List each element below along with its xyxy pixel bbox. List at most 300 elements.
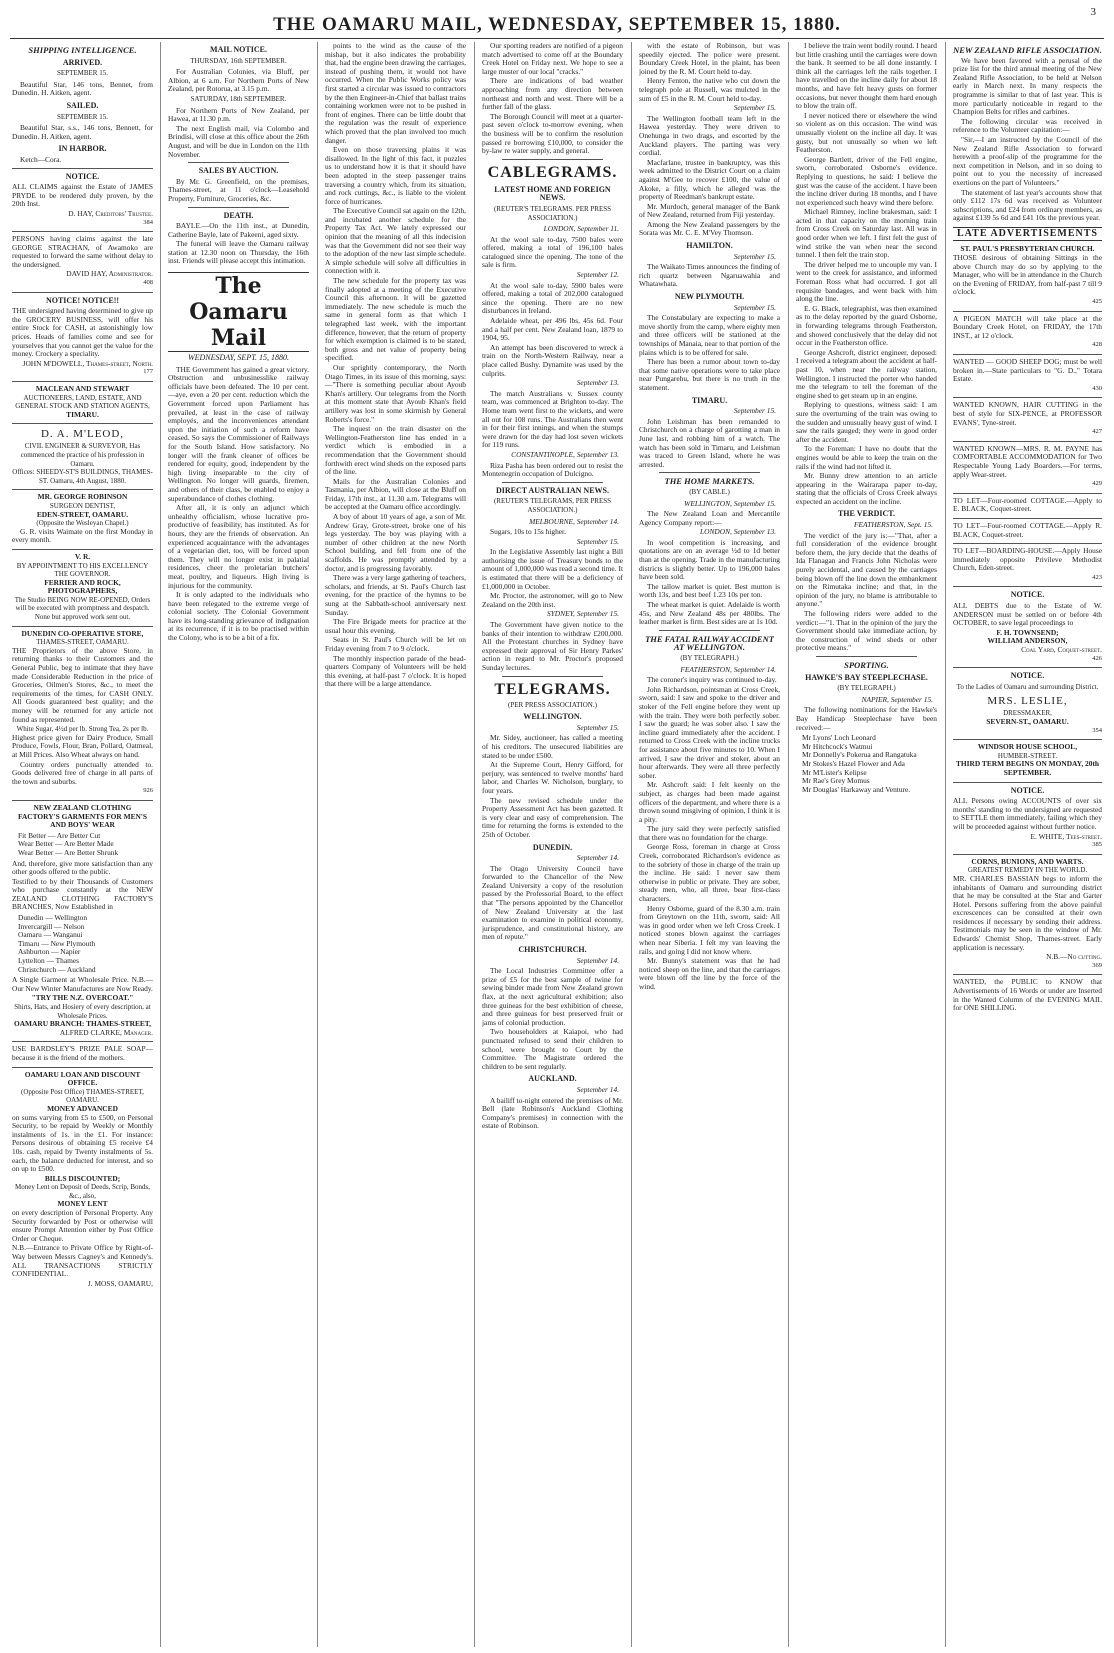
ad-white-accounts [953,787,1102,850]
telegram-paragraph: The Wellington football team left in the Hawea yesterday. They were driven to Onehunga in two drags, and escorted by the Auckland players. The parting was very cordial. [639,113,780,158]
ad-text: WANTED KNOWN, HAIR CUTTING in the best of style for SIX-PENCE, at PROFESSOR EVANS', Tyne-street. [953,400,1102,427]
home-markets-heading: THE HOME MARKETS. [664,476,755,487]
news-paragraph: Mr. Proctor, the astronomer, will go to New Zealand on the 20th inst. [482,591,623,609]
ad-loan-office [12,1071,153,1289]
nominations-list [802,734,937,794]
ad-text: CIVIL ENGINEER & SURVEYOR, Has commenced the practice of his profession in Oamaru. [20,442,145,468]
ad-heading: NOTICE. [1010,590,1045,600]
dateline: MELBOURNE, September 14. [529,516,619,526]
column-5 [639,42,780,1647]
steeplechase-paragraph: The following nominations for the Hawke's Bay Handicap Steeplechase have been received:— [796,705,937,732]
column-divider [788,42,789,1647]
divider [12,626,153,627]
dateline: September 15. [576,722,619,732]
divider [953,854,1102,855]
column-divider [474,42,475,1647]
article-paragraph: The inquest on the train disaster on the Wellington-Featherston line has ended in a verdict which is embodied in a recommendation that the Government should forthwith erect wind sheds on the exposed parts of the line. [325,424,466,477]
divider [953,739,1102,740]
market-paragraph: The tallow market is quiet. Best mutton is worth 13s, and best beef 1.23 10s per ton. [639,581,780,600]
sales-heading: SALES BY AUCTION. [198,166,279,176]
article-paragraph: "Sir,—I am instructed by the Council of the New Zealand Rifle Association to forward herewith a proof-slip of the programme for the next competition in Nelson, and in so doing to point out to you the necessity of increased exertions on the part of Volunteers." [953,134,1102,187]
article-paragraph: There are indications of bad weather approaching from any direction between northeast and north and west. There will be a further fall of the glass. [482,76,623,112]
ad-name: FERRIER AND ROCK, PHOTOGRAPHERS, [44,577,121,596]
ad-signature: J. MOSS, OAMARU, [87,1278,153,1288]
divider [12,1067,153,1068]
list-item: Wear Better — Are Better Made [18,839,114,849]
ad-address: THAMES-STREET, OAMARU. [36,638,129,647]
news-paragraph: In the Legislative Assembly last night a Bill authorising the issue of Treasury bonds to the amount of 1,000,000 was read a second time. It is estimated that there will be a deficiency of £1,000,000 in October. [482,547,623,591]
ad-place: TIMARU. [66,409,99,419]
cable-paragraph: The match Australians v. Sussex county team, was commenced at Brighton to-day. The Home team went first to the wickets, and were all out for 108 runs. The Australians then went in for their first innings, and when the stumps were drawn for the day had lost seven wickets for 119 runs. [482,388,623,450]
accident-paragraph: Mr. Ashcroft said: I felt keenly on the subject, as charges had been made against officers of the department, and where there is a thrown sound misgiving of opinion, I think it is a pity. [639,780,780,824]
ad-text: TO LET—BOARDING-HOUSE.—Apply House immediately opposite Privileve Methodist Church, Eden-street. [953,546,1102,573]
divider [953,397,1102,398]
divider [659,472,760,473]
ad-money-text: on every description of Personal Property. Any Security forwarded by Post or otherwise will ensure Prompt Attention either by Post Office Order or Cheque. [12,1208,153,1243]
list-item: Mr Rae's Grey Momus [802,776,870,786]
ad-title: SURGEON DENTIST, [49,501,116,510]
divider [953,311,1102,312]
article-paragraph: The following circular was received in reference to the Volunteer capitation:— [953,116,1102,135]
ad-text: ALL CLAIMS against the Estate of JAMES PRYDE to be rendered duly proven, by the 20th Inst. [12,182,153,209]
place-heading: NEW PLYMOUTH. [674,292,745,302]
divider [12,800,153,801]
column-divider [317,42,318,1647]
ad-code: 430 [1092,384,1102,392]
accident-paragraph: E. G. Black, telegraphist, was then examined as to the delay reported by the guard Osborne, in forwarding telegrams through Featherston, and showed conclusively that the delay did not occur in the Featherston office. [796,303,937,348]
sporting-heading: SPORTING. [844,659,889,670]
article-paragraph: There was a very large gathering of teachers, scholars, and friends, at St. Paul's Church last evening, for the practice of the hymns to be sung at the Sabbath-school anniversary next Sunday. [325,573,466,617]
news-paragraph: Sugars, 10s to 15s higher. [490,527,566,537]
news-paragraph: The Government have given notice to the banks of their intention to withdraw £200,000. All the Protestant churches in Sydney have expressed their approval of Sir Henry Parkes' action in regard to Mr. Proctor's proposed Sunday lectures. [482,620,623,672]
ad-text: MR. CHARLES BASSIAN begs to inform the inhabitants of Oamaru and surrounding district that he may be consulted at the Star and Garter Hotel. Persons suffering from the above painful excrescences can be consulted at their own residences if necessary by sending their address. Testimonials may be seen in the window of Mr. Edwards' Chemist Shop, Thames-street. Early application is necessary. [953,873,1102,952]
ad-name: MR. GEORGE ROBINSON [37,492,128,502]
divider [12,292,153,293]
arrived-date: SEPTEMBER 15. [57,69,108,78]
editorial-date: WEDNESDAY, SEPT. 15, 1880. [187,353,290,363]
dateline: September 15. [733,302,776,312]
ad-text: A PIGEON MATCH will take place at the Boundary Creek Hotel, on FRIDAY, the 17th INST., at 12 o'clock. [953,313,1102,340]
ad-text: on sums varying from £5 to £500, on Personal Security, to be repaid by Weekly or Monthly instalments of 1s. in the £1. For instance: Persons desirous of obtaining £5 receive £4 10s. cash, repaid by Twenty instalments of 5s. each, the balance deducted for interest, and so on up to £500. [12,1112,153,1174]
death-note: The funeral will leave the Oamaru railway station at 12.30 noon on Thursday, the 16th inst. Friends will please accept this intimation. [168,239,309,266]
dateline: September 12. [576,270,619,280]
ad-text: THIRD TERM BEGINS ON MONDAY, 20th SEPTEMBER. [955,759,1100,777]
accident-paragraph: Henry Osborne, guard of the 8.30 a.m. train from Greytown on the 11th, sworn, said: All was in good order when we left Cross Creek. I noticed stones blown against the carriages when near Siberia. I felt my van leaving the rails, and going I did not know where. [639,903,780,956]
telegram-paragraph: At the Supreme Court, Henry Gifford, for perjury, was sentenced to twelve months' hard labor, and Charles W. Nicholson, burglary, to four years. [482,760,623,795]
ad-signature: D. HAY, Creditors' Trustee. [68,208,153,218]
ad-sub: GREATEST REMEDY IN THE WORLD. [967,866,1088,875]
article-paragraph: Even on those traversing plains it was disallowed. In the light of this fact, it puzzles us to understand how it is that it should have been adopted in the steep passenger trains traversing a country which, from its situation, and rock cuttings, &c., is liable to the violent force of hurricanes. [325,145,466,206]
column-6 [796,42,937,1647]
dateline: September 14. [576,955,619,965]
place-heading: AUCKLAND. [528,1074,577,1084]
telegram-paragraph: Two householders at Kaiapoi, who had punctuated refused to send their children to school, were brought to Court by the Committee. The Magistrate ordered the children to be sent regularly. [482,1027,623,1071]
ad-points [18,832,153,858]
divider [12,1041,153,1042]
ad-cottage-2 [953,522,1102,539]
ad-text: WANTED KNOWN—MRS. R. M. PAYNE has COMFORTABLE ACCOMMODATION for Two Respectable Young Lady Boarders.—For terms, apply Wear-street. [953,443,1102,479]
verdict-heading: THE VERDICT. [837,509,896,519]
divider [188,162,289,163]
accident-paragraph: George Ashcroft, district engineer, deposed: I received a telegram about the accident at half-past 10, when near the railway station, Wellington. I instructed the porter who handed me the telegram to tell the foreman of the engine shed to get steam up in an engine. [796,347,937,400]
editorial-paragraph: It is only adapted to the individuals who have been relegated to the extreme verge of colonial society. The Colonial Government have its long-standing grievance of indignation at its recurrence, if it is to be practised within the Colony, who is to be a bit of a fix. [168,590,309,643]
column-7 [953,42,1102,1647]
ad-boarding-house [953,547,1102,582]
ad-prices: White Sugar, 4½d per lb. Strong Tea, 2s per lb. [16,725,149,734]
cablegrams-heading: CABLEGRAMS. [487,163,618,181]
ad-code: 177 [143,368,153,376]
dateline: September 15. [576,536,619,546]
sailed-date: SEPTEMBER 15. [57,112,108,121]
steeplechase-heading: HAWKE'S BAY STEEPLECHASE. [805,672,928,682]
australian-news-heading: DIRECT AUSTRALIAN NEWS. [496,485,609,495]
dateline: September 14. [576,1084,619,1094]
column-divider [631,42,632,1647]
ad-corns-remedy [953,858,1102,971]
column-4 [482,42,623,1647]
list-item: Ashburton — Napier [18,947,81,957]
cablegrams-note: (REUTER'S TELEGRAMS. PER PRESS ASSOCIATION.) [493,204,612,222]
ad-heading: NOTICE! NOTICE!! [45,295,120,305]
article-paragraph: points to the wind as the cause of the mishap, but it also indicates the probability that, had the engine been drawing the carriages, instead of pushing them, it would not have occurred. When the Public Works policy was first started a circular was issued to contractors by the then Engineer-in-Chief that ballast trains containing workmen were not to be pushed in front of engines. There can be little doubt that the regulation was the result of experience which proved that the plan involved too much danger. [325,42,466,145]
ad-clothing-factory [12,804,153,1037]
telegram-paragraph: The Local Industries Committee offer a prize of £5 for the best sample of twine for sewing binder made from New Zealand grown flax, at the next agricultural exhibition; also three guineas for the best exhibition of cheese, and three guineas for best preserved fruit or jams of colonial production. [482,966,623,1027]
mail-notice-heading: MAIL NOTICE. [210,45,267,54]
rifle-association-heading: NEW ZEALAND RIFLE ASSOCIATION. [953,45,1102,55]
ad-windsor-school [953,743,1102,777]
article-paragraph: The monthly inspection parade of the head-quarters Company of Volunteers will be held this evening, at half-past 7 o'clock. It is hoped that there will be a large attendance. [325,653,466,689]
telegram-paragraph: A bailiff to-night entered the premises of Mr. Bell (late Robinson's Auckland Clothing Company's premises) in connection with the estate of Robinson. [482,1095,623,1131]
dateline: LONDON, September 13. [700,527,776,537]
ad-nb: N.B.—No cutting. [1046,952,1102,962]
ad-signature: ALFRED CLARKE, Manager. [59,1027,153,1037]
ad-wanted-public [953,978,1102,1012]
ad-branch: OAMARU BRANCH: THAMES-STREET, [13,1019,152,1029]
ad-nb: N.B.—Entrance to Private Office by Right-of-Way between Messrs Cagney's and Kennedy's. ALL TRANSACTIONS STRICTLY CONFIDENTIAL. [12,1243,153,1279]
mail-text: For Australian Colonies, via Bluff, per Albion, at 6 a.m. For Northern Ports of New Zealand, per Rotorua, at 3.15 p.m. [168,67,309,94]
ad-name: OAMARU LOAN AND DISCOUNT OFFICE. [24,1069,141,1088]
divider [816,656,917,657]
ad-mleod-engineer [12,428,153,485]
ad-code: 425 [1092,298,1102,306]
harbour-heading: IN HARBOR. [58,144,107,154]
ad-text: The Studio BEING NOW RE-OPENED, Orders will be executed with promptness and despatch. None but approved work sent out. [14,595,151,622]
ad-maclean-stewart [12,385,153,419]
ad-hair-cutting [953,401,1102,436]
dateline: September 14. [576,853,619,863]
accident-paragraph: To the Foreman: I have no doubt that the engines would be able to keep the train on the rails if the wind had not lifted it. [796,444,937,471]
list-item: Mr Hitchcock's Watmui [802,741,873,751]
divider [953,441,1102,442]
shipping-heading: SHIPPING INTELLIGENCE. [28,45,137,55]
ad-cottage-1 [953,497,1102,514]
ad-heading: CORNS, BUNIONS, AND WARTS. [971,856,1084,866]
cable-paragraph: At the wool sale to-day, 5900 bales were offered, making a total of 202,000 catalogued since the opening. There are no new disturbances in Ireland. [482,280,623,316]
telegrams-heading: TELEGRAMS. [494,680,611,698]
ad-code: 428 [1092,341,1102,349]
ad-text: To the Ladies of Oamaru and surrounding District. [956,682,1099,691]
ad-ferrier-rock [12,553,153,622]
ad-address: Coal Yard, Coquet-street. [1021,645,1102,655]
divider [953,354,1102,355]
dateline: SYDNEY, September 15. [547,609,619,619]
ad-text: WANTED, the PUBLIC to KNOW that Advertisements of 16 Words or under are Inserted in the Wanted Column of the EVENING MAIL for ONE SHILLING. [953,977,1102,1013]
divider [659,630,760,631]
home-markets-note: (BY CABLE.) [689,487,730,496]
list-item: Mr Douglas' Harkaway and Venture. [802,784,911,794]
divider [12,423,153,424]
editorial-paragraph: After all, it is only an adjunct which unhealthy officialism, whose lucrative pro-productive of feasibility, has instituted. As for hours, they are the friends of observation. An experienced acquaintance with the advantages of a vegetarian diet, too, will be forced upon them. They will no longer exist in palatial residences, cheer the proletarian butchers' meat, poultry, and liqueurs. High living is injurious for the community. [168,503,309,590]
dateline: NAPIER, September 15. [861,694,933,704]
article-paragraph: Mails for the Australian Colonies and Tasmania, per Albion, will close at the Bluff on Friday, 17th inst., at 11.30 a.m. Telegrams will be accepted at the Oamaru office accordingly. [325,476,466,512]
ad-pigeon-match [953,315,1102,350]
ad-grocery-closing [12,297,153,377]
column-2 [168,42,309,1647]
ad-heading: NOTICE. [1010,785,1045,795]
ad-code: 369 [1092,961,1102,969]
accident-paragraph: Replying to questions, witness said: I am sure the overturning of the train was owing to the sudden and unusually heavy gust of wind. I saw the rails gauged; they were in good order after the accident. [796,400,937,444]
ad-name: D. A. M'LEOD, [40,428,125,441]
arrived-text: Beautiful Star, 146 tons, Bennet, from Dunedin. H. Aitken, agent. [12,79,153,98]
list-item: Wear Better — Are Better Shrunk [18,847,119,857]
ad-code: 354 [1092,726,1102,734]
list-item: Fit Better — Are Better Cut [18,830,101,840]
article-paragraph: Our sporting readers are notified of a pigeon match advertised to come off at the Boundary Creek Hotel on Friday next. We hope to see a large muster of our local "cracks." [482,42,623,76]
ad-text: G. R. visits Waimate on the first Monday in every month. [12,526,153,545]
accident-paragraph: The coroner's inquiry was continued to-day. [647,675,777,685]
dateline: LONDON, September 11. [543,224,619,234]
place-heading: HAMILTON. [686,241,733,251]
telegram-paragraph: Among the New Zealand passengers by the Sorata was Mr. C. E. M'Vey Thomson. [639,219,780,238]
ad-pryde-estate [12,173,153,228]
list-item: Timaru — New Plymouth [18,938,96,948]
railway-accident-note: (BY TELEGRAPH.) [680,654,739,662]
cable-paragraph: At the wool sale to-day, 7500 bales were offered, making a total of 196,100 bales catalogued since the opening. The tone of the sale is firm. [482,234,623,270]
harbour-text: Ketch—Cora. [20,154,62,164]
telegram-paragraph: The Otago University Council have forwarded to the Chancellor of the New Zealand University a copy of the resolution passed by the Professorial Board, to the effect that "The persons appointed by the Chancellor of New Zealand University at the last examination to examine in political economy, jurisprudence, and constitutional history, are men of repute." [482,863,623,942]
editorial-paragraph: THE Government has gained a great victory. Obstruction and unbusinesslike railway officials have been defeated. The 10 per cent.—aye, even a 20 per cent. reduction which the Government forced upon Parliament has prevailed, at least in the case of railway employés, and the inconveniences attendant upon the initiation of such a reform have ceased. So says the Commissioner of Railways for the South Island. How satisfactory. No longer will the frank cleaner of offices be rendered for equity, good, independent by the high living inseparable to the city of Wellington. No longer will guards, firemen, and others of their class, be enabled to enjoy a superabundance of clothes clothing. [168,364,309,503]
ad-signature: F. H. TOWNSEND; [996,627,1059,637]
article-paragraph: The Fire Brigade meets for practice at the usual hour this evening. [325,617,466,635]
newspaper-flag: The Oamaru Mail [168,272,309,352]
ad-signature: JOHN M'DOWELL, Thames-street, North. [22,358,153,368]
masthead-rule [10,38,1104,39]
page-number: 3 [1090,6,1096,18]
telegram-paragraph: Henry Fenton, the native who cut down the telegraph pole at Russell, was mulcted in the sum of £5 in the R. M. Court held to-day. [639,76,780,103]
divider [12,168,153,169]
ad-name: DUNEDIN CO-OPERATIVE STORE, [21,628,144,638]
ad-tail: A Single Garment at Wholesale Price. N.B.—Our New Winter Manufactures are Now Ready. [12,975,153,993]
market-paragraph: The New Zealand Loan and Mercantile Agency Company report:— [639,509,780,527]
divider [953,586,1102,587]
ad-heading: NOTICE. [1010,671,1045,681]
ad-code: 429 [1092,480,1102,488]
divider [953,667,1102,668]
ad-code: 426 [1092,654,1102,662]
divider [12,549,153,550]
place-heading: CHRISTCHURCH. [518,945,587,955]
ad-slogan: "TRY THE N.Z. OVERCOAT." [31,993,134,1003]
telegram-paragraph: The Constabulary are expecting to make a move shortly from the camp, where eighty men and three officers will be stationed at the townships of Manaia, near to that portion of the plains which is to be offered for sale. [639,313,780,357]
cable-paragraph: An attempt has been discovered to wreck a train on the North-Western Railway, near a place called Bushy. Dynamite was used by the culprits. [482,342,623,378]
ad-bills-text: Money Lent on Deposit of Deeds, Scrip, Bonds, &c., also, [15,1183,150,1200]
divider [502,159,603,160]
column-divider [945,42,946,1647]
divider [12,489,153,490]
divider [953,518,1102,519]
ad-code: 926 [143,787,153,795]
telegram-paragraph: Mr. Murdoch, general manager of the Bank of New Zealand, returned from Fiji yesterday. [639,201,780,220]
masthead [0,0,1114,36]
ad-title: DRESSMAKER, [1003,709,1052,718]
dateline: CONSTANTINOPLE, September 13. [511,449,619,459]
ad-list: Highest price given for Dairy Produce, Small Produce, Fowls, Flour, Bran, Pollard, Oatmeal, at Mill Prices. Also Wheat always on hand. [12,732,153,759]
column-3 [325,42,466,1647]
ad-text: THOSE desirous of obtaining Sittings in the above Church may do so by applying to the Manager, who will be in attendance in the Church on the Evening of FRIDAY, from half-past 7 till 9 o'clock. [953,253,1102,297]
telegrams-note: (PER PRESS ASSOCIATION.) [508,700,597,709]
ad-boarders [953,445,1102,489]
ad-text: THE Proprietors of the above Store, in returning thanks to their Customers and the General Public, beg to intimate that they have made Considerable Reduction in the price of Groceries, Oilmen's Stores, &c., to meet the requirements of the times, for CASH ONLY. All Goods guaranteed best quality; and the money will be returned for any article not found as represented. [12,645,153,724]
dateline: September 15. [733,251,776,261]
ad-strachan-estate [12,235,153,288]
cable-paragraph: Adelaide wheat, per 496 lbs, 45s 6d. Four and a half per cent. New Zealand loan, 1879 to 1904, 95. [482,316,623,343]
masthead-title: THE OAMARU MAIL, WEDNESDAY, SEPTEMBER 15, 1880. [273,14,841,35]
ad-code: 408 [143,279,153,287]
dateline: FEATHERSTON, Sept. 15. [853,520,933,530]
article-paragraph: The statement of last year's accounts show that only £112 17s 6d was received as Volunteer subscriptions, and £24 from ordinary members, as against £139 5s 6d and £41 10s the previous year. [953,187,1102,223]
list-item: Dunedin — Wellington [18,913,88,923]
article-paragraph: A boy of about 10 years of age, a son of Mr. Andrew Gray, Grote-street, broke one of his legs yesterday. The boy was playing with a number of other children at the new North School building, and fell from one of the scaffolds. He was promptly attended by a doctor, and is progressing favorably. [325,512,466,573]
list-item: Lyttelton — Thames [18,956,80,966]
article-paragraph: Our sprightly contemporary, the North Otago Times, in its issue of this morning, says:—"There is something peculiar about Ayoub Khan's artillery. Our telegrams from the North at this moment state that Ayoub Khan's field artillery was lost in some skirmish by General Roberts's force." [325,362,466,424]
steeplechase-note: (BY TELEGRAPH.) [837,684,896,693]
accident-paragraph: I never noticed there or elsewhere the wind so violent as on this occasion. The wind was unusually violent on the incline all day. It was gusty, but not unusually so when we left Featherston. [796,110,937,155]
ad-name: ST. PAUL'S PRESBYTERIAN CHURCH. [960,244,1095,254]
ad-code: 423 [1092,573,1102,581]
ad-money: MONEY LENT [57,1199,108,1209]
ad-code: 384 [143,218,153,226]
divider [12,231,153,232]
divider [953,493,1102,494]
ad-text: ALL Persons owing ACCOUNTS of over six months' standing to the undersigned are requested to SETTLE them immediately, failing which they will be proceeded against without further notice. [953,796,1102,831]
divider [953,782,1102,783]
ad-signature: WILLIAM ANDERSON, [987,636,1068,646]
column-1 [12,42,153,1647]
ad-text: WANTED — GOOD SHEEP DOG; must be well broken in.—State particulars to "G. D.," Totara Estate. [953,357,1102,384]
article-paragraph: The Executive Council sat again on the 12th, and incubated another schedule for the Property Tax Act. We lately expressed our opinion that the meaning of all this indecision was that the Government did not see their way to the adoption of the new last simple schedule. A simple schedule will solve all difficulties in connection with it. [325,206,466,276]
ad-text: TO LET—Four-roomed COTTAGE.—Apply R. BLACK, Coquet-street. [953,520,1102,539]
ad-address: EDEN-STREET, OAMARU. [36,509,129,519]
australian-news-note: (REUTER'S TELEGRAMS, PER PRESS ASSOCIATION.) [493,497,612,514]
market-paragraph: The wheat market is quiet. Adelaide is worth 45s, and New Zealand 48s per 480lbs. The leather market is firm. Best sides are at 1s 10d. [639,600,780,627]
ad-note: Testified to by their Thousands of Customers who purchase constantly at the NEW ZEALAND CLOTHING FACTORY'S BRANCHES, Now Established in [12,876,153,912]
article-paragraph: We have been favored with a perusal of the prize list for the third annual meeting of the New Zealand Rifle Association, to be held at Nelson early in March next. In many respects the programme is similar to that of last year. This is more particularly noticeable in regard to the Champion Belts for rifles and carbines. [953,55,1102,117]
ad-name: MRS. LESLIE, [987,695,1068,708]
arrived-heading: ARRIVED. [62,57,103,67]
accident-paragraph: John Richardson, pointsman at Cross Creek, sworn, said: I saw and spoke to the driver and stoker of the Fell engine before they went up with the train. They were both perfectly sober. I saw the guard; he was sober also. I saw the incline guard immediately after the accident. I returned to Cross Creek with the incline trucks for assistance about five minutes to 10. When I arrived, I saw the driver and stoker, about an hour afterwards. They were all three perfectly sober. [639,684,780,780]
column-divider [160,42,161,1647]
telegram-paragraph: Mr. Sidey, auctioneer, has called a meeting of his creditors. The unsecured liabilities are stated to be under £500. [482,733,623,760]
divider [12,381,153,382]
list-item: Mr Donnelly's Pokerua and Rangatuka [802,750,917,760]
ad-text: And, therefore, give more satisfaction than any other goods offered to the public. [12,858,153,877]
mail-date: SATURDAY, 18th SEPTEMBER. [190,94,287,103]
railway-accident-heading: THE FATAL RAILWAY ACCIDENT AT WELLINGTON. [645,633,774,653]
telegram-paragraph: There has been a rumor about town to-day that some native operations were to take place near Pungarehu, but there is no truth in the statement. [639,357,780,392]
accident-paragraph: George Ross, foreman in charge at Cross Creek, corroborated Richardson's evidence as to the sobriety of those in charge of the train up the incline. He said: I never saw them otherwise in public or private. They are sober, steady men, who, all three, bear first-class characters. [639,842,780,904]
list-item: Invercargill — Nelson [18,921,85,931]
ad-heading: MONEY ADVANCED [47,1103,118,1113]
ad-robinson-dentist [12,493,153,545]
death-text: BAYLE.—On the 11th inst., at Dunedin, Catherine Bayle, late of Pakeeni, aged sixty. [168,221,309,239]
ad-sheep-dog [953,358,1102,393]
dateline: WELLINGTON, September 15. [684,498,776,508]
list-item: Mr Stokes's Hazel Flower and Ada [802,758,905,768]
ad-text: AUCTIONEERS, LAND, ESTATE, AND GENERAL STOCK AND STATION AGENTS, [15,393,150,411]
telegram-paragraph: The Waikato Times announces the finding of rich quartz between Ngaruawahia and Whatawhata. [639,262,780,289]
ad-shirts: Shirts, Hats, and Hosiery of every description, at Wholesale Prices. [14,1003,151,1020]
accident-paragraph: Michael Rimney, incline brakesman, said: I acted in that capacity on the morning train from Cross Creek on Saturday last. All was in good order when we left. I first felt the gust of wind strike the van when near the second tunnel. I then felt the train stop. [796,207,937,260]
accident-paragraph: Mr. Bunny drew attention to an article appearing in the Wairarapa paper to-day, stating that the officials of Cross Creek always expected an accident on the incline. [796,471,937,506]
ad-address: HUMBER-STREET. [997,751,1058,760]
mail-date: THURSDAY, 16th SEPTEMBER. [190,56,287,65]
mail-text: For Northern Ports of New Zealand, per Hawea, at 11.30 p.m. [168,105,309,124]
mail-text: The next English mail, via Colombo and Brindisi, will close at this office about the 26th August, and will be due in London on the 11th November. [168,123,309,159]
ad-heading: V. R. [74,551,91,561]
telegram-paragraph: John Leishman has been remanded to Christchurch on a charge of garotting a man in June last, and robbing him of a watch. The watch has been sold in Timaru, and Leishman was traced to Green Island, where he was arrested. [639,416,780,469]
ad-heading: NOTICE. [65,171,100,181]
accident-paragraph: The jury said they were perfectly satisfied that there was no foundation for the charge. [639,824,780,842]
accident-paragraph: Mr. Bunny's statement was that he had noticed sheep on the line, and that the carriages were blown off the line by the force of the wind. [639,956,780,991]
ad-text: TO LET—Four-roomed COTTAGE.—Apply to E. BLACK, Coquet-street. [953,495,1102,514]
divider [953,974,1102,975]
sailed-heading: SAILED. [66,100,99,110]
ad-anderson-estate [953,591,1102,663]
list-item: Mr Lyons' Loch Leonard [802,733,876,743]
dateline: September 13. [576,378,619,388]
ad-name: NEW ZEALAND CLOTHING FACTORY'S GARMENTS FOR MEN'S AND BOYS' WEAR [17,802,148,830]
list-item: Christchurch — Auckland [18,964,96,974]
cable-paragraph: Riza Pasha has been ordered out to resist the Montenegrin occupation of Dulcigno. [482,460,623,479]
ad-note: (Opposite Post Office) THAMES-STREET, OAMARU. [21,1087,144,1105]
sales-text: By Mr. G. Greenfield, on the premises, Thames-street, at 11 o'clock—Leasehold Property, Furniture, Groceries, &c. [168,176,309,203]
ad-foot: Country orders punctually attended to. Goods delivered free of charge in all parts of the town and suburbs. [12,759,153,786]
divider [188,207,289,208]
ad-cooperative-store [12,630,153,796]
ad-name: WINDSOR HOUSE SCHOOL, [977,742,1078,752]
late-advertisements-heading: LATE ADVERTISEMENTS [953,227,1102,242]
ad-code: 427 [1092,428,1102,436]
cablegrams-subheading: LATEST HOME AND FOREIGN NEWS. [494,184,611,203]
ad-note: (Opposite the Wesleyan Chapel.) [36,519,129,528]
accident-paragraph: I believe the train went bodily round. I heard but little crashing until the carriages were down the bank. It seemed to be all done instantly. I think all the carriages left the rails together. I have travelled on the incline daily for about 18 months, and have felt heavy gusts on former occasions, but never thought them hard enough to blow the train off. [796,42,937,111]
accident-paragraph: The driver helped me to uncouple my van. I went to the creek for assistance, and informed Foreman Ross what had occurred. I got all requisite bandages, and went back with him along the line. [796,259,937,304]
place-heading: TIMARU. [691,395,728,405]
dateline: September 15. [733,103,776,113]
ad-mrs-leslie [953,672,1102,735]
verdict-paragraph: The verdict of the jury is:—"That, after a full consideration of the evidence brought before them, the jury decide that the deaths of Ida Flanagan and Francis John Nicholas were purely accidental, and caused by the carriages being blown off the line down the embankment on the Rimutaka incline; and that, in the opinion of the jury, no blame is attributable to anyone." [796,530,937,609]
list-item: Mr M'Lister's Kelipse [802,767,867,777]
article-paragraph: The new schedule for the property tax was finally adopted at a meeting of the Executive Council this afternoon. It will be gazetted immediately. The new schedule is much the same in general form as that which I telegraphed last week, with the important difference, however, that the return of property for which exemption is claimed is to be stated, both gross and net value of property being specified. [325,276,466,363]
ad-text: PERSONS having claims against the late GEORGE STRACHAN, of Awamoko are requested to forward the same without delay to the undersigned. [12,234,153,269]
telegram-paragraph: Macfarlane, trustee in bankruptcy, was this week admitted to the District Court on a claim against M'Gee to recover £100, the value of Akoke, a filly, which he alleged was the property of Reedman's bankrupt estate. [639,157,780,202]
sailed-text: Beautiful Star, s.s., 146 tons, Bennett, for Dunedin. H. Aitken, agent. [12,123,153,141]
divider [502,676,603,677]
ad-st-pauls [953,245,1102,306]
ad-text: THE undersigned having determined to give up the GROCERY BUSINESS, will offer his entire Stock for CASH, at astonishingly low prices. Heads of families come and see for yourselves that you cannot get the value for the money. Crockery a speciality. [12,306,153,359]
telegram-paragraph: with the estate of Robinson, but was speedily ejected. The police were present. Boundary Creek Hotel, in the plaint, has been joined by the R. M. Court held to-day. [639,42,780,76]
ad-address: SEVERN-ST., OAMARU. [986,717,1069,726]
